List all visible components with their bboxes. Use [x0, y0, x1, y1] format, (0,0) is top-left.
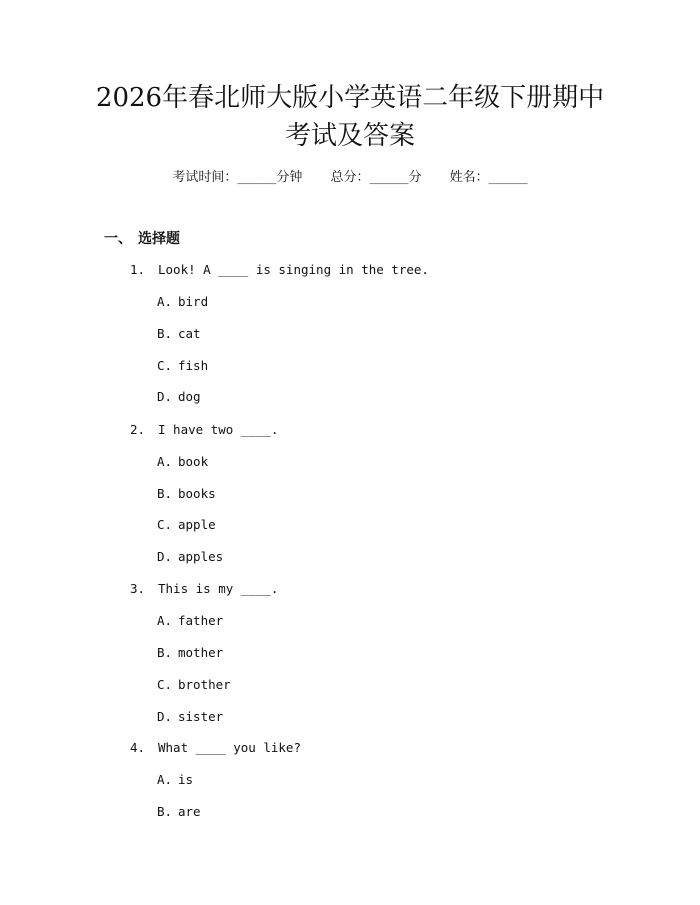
option-text: apple [178, 517, 216, 532]
option-text: is [178, 772, 194, 787]
question-number: 1. [130, 262, 146, 277]
option-text: bird [178, 294, 209, 309]
question-4-option-a [157, 771, 193, 789]
exam-meta [0, 169, 700, 187]
option-text: sister [178, 709, 224, 724]
question-1-option-a [157, 293, 208, 311]
option-text: book [178, 454, 209, 469]
option-letter: A. [157, 294, 173, 309]
question-4-option-b [157, 803, 201, 821]
option-letter: D. [157, 709, 173, 724]
question-4 [130, 739, 301, 757]
question-1 [130, 261, 429, 279]
option-text: mother [178, 645, 224, 660]
question-text: This is my ____. [158, 581, 279, 596]
option-letter: B. [157, 326, 173, 341]
question-1-option-d [157, 388, 201, 406]
section-heading [104, 230, 180, 248]
option-letter: B. [157, 804, 173, 819]
exam-title-line-1: 2026年春北师大版小学英语二年级下册期中 [95, 83, 605, 113]
option-letter: B. [157, 645, 173, 660]
question-1-option-b [157, 325, 201, 343]
option-letter: A. [157, 772, 173, 787]
option-letter: C. [157, 677, 173, 692]
student-name-field: 姓名：______ [449, 170, 528, 185]
question-text: Look! A ____ is singing in the tree. [158, 262, 429, 277]
question-2-option-c [157, 516, 216, 534]
option-text: brother [178, 677, 231, 692]
question-number: 3. [130, 581, 146, 596]
exam-time-field: 考试时间：______分钟 [172, 170, 303, 185]
option-text: cat [178, 326, 201, 341]
exam-title-line-2: 考试及答案 [284, 121, 415, 151]
option-letter: C. [157, 358, 173, 373]
question-3-option-c [157, 676, 231, 694]
question-text: What ____ you like? [158, 740, 301, 755]
option-letter: C. [157, 517, 173, 532]
question-3-option-a [157, 612, 223, 630]
question-2-option-a [157, 453, 208, 471]
question-1-option-c [157, 357, 208, 375]
section-title: 选择题 [138, 231, 180, 247]
question-3-option-b [157, 644, 223, 662]
option-letter: D. [157, 389, 173, 404]
option-text: father [178, 613, 224, 628]
question-text: I have two ____. [158, 422, 279, 437]
option-text: dog [178, 389, 201, 404]
option-letter: A. [157, 454, 173, 469]
question-number: 2. [130, 422, 146, 437]
question-3 [130, 580, 278, 598]
option-text: books [178, 486, 216, 501]
section-number: 一、 [104, 231, 132, 247]
question-2-option-d [157, 548, 223, 566]
question-number: 4. [130, 740, 146, 755]
question-3-option-d [157, 708, 223, 726]
total-score-field: 总分：______分 [330, 170, 422, 185]
option-text: fish [178, 358, 209, 373]
option-letter: D. [157, 549, 173, 564]
option-letter: B. [157, 486, 173, 501]
question-2-option-b [157, 485, 216, 503]
option-text: apples [178, 549, 224, 564]
option-text: are [178, 804, 201, 819]
option-letter: A. [157, 613, 173, 628]
question-2 [130, 421, 278, 439]
